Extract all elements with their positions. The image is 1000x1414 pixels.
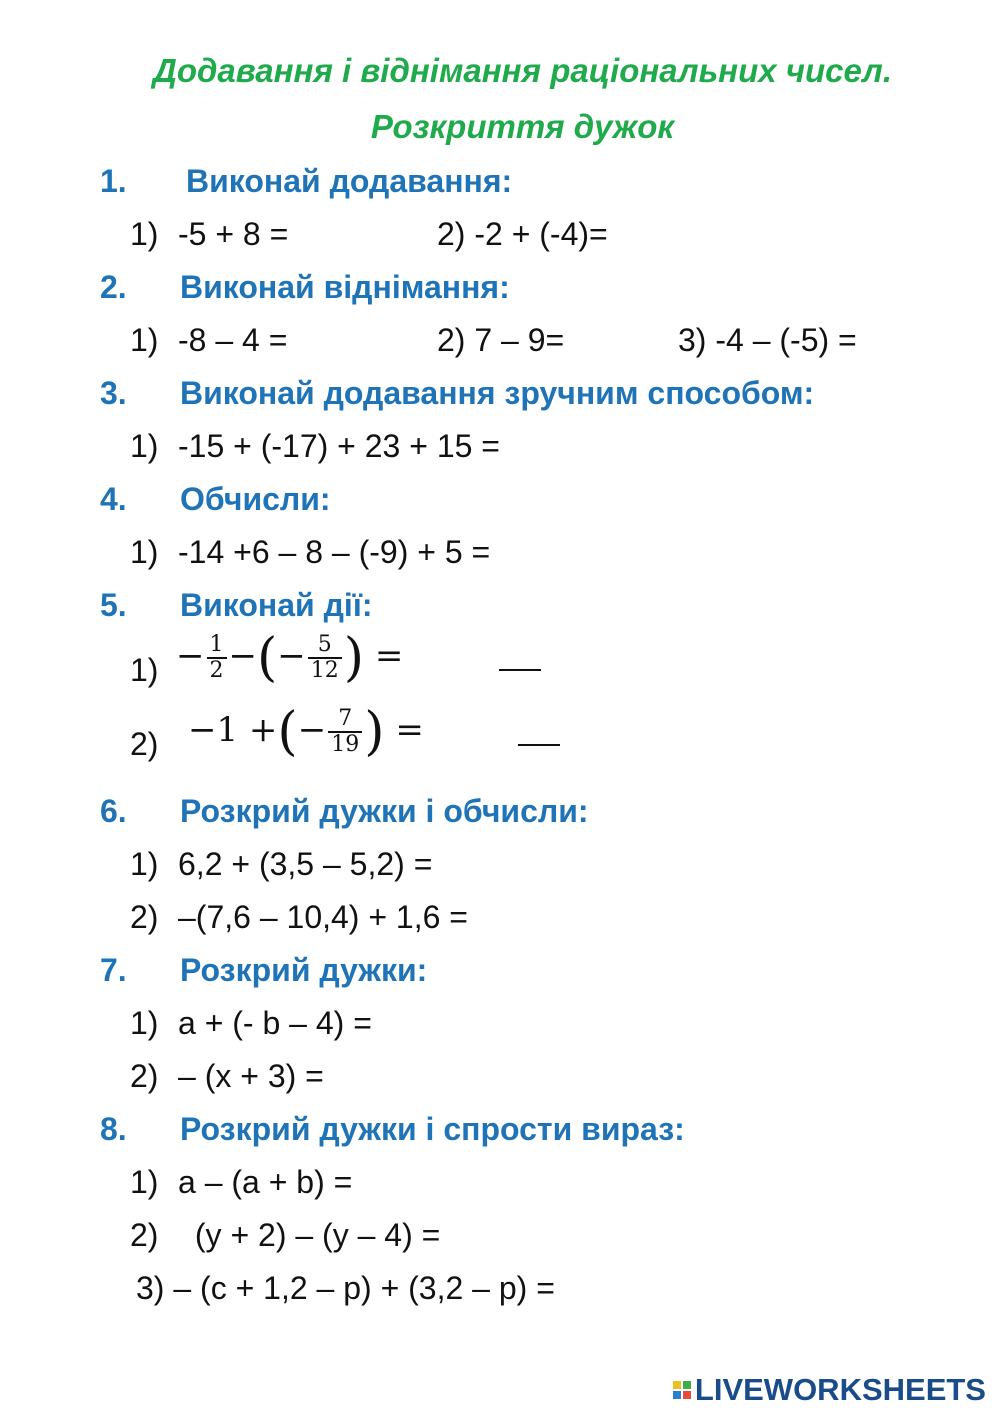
- section-number: 1.: [100, 163, 127, 199]
- minus-sign: −: [277, 636, 306, 676]
- section-4-heading: [100, 481, 331, 518]
- exercise-item: 2) -2 + (-4)=: [437, 216, 608, 252]
- fraction-five-twelfths: $\frac{5}{12}$: [308, 633, 342, 683]
- equals-sign: =: [395, 710, 424, 750]
- fraction-exercise-1: [176, 628, 404, 688]
- fraction-exercise-1-label: 1): [130, 652, 159, 688]
- exercise-item: 1) -8 – 4 =: [130, 322, 288, 358]
- exercise-item: 2) 7 – 9=: [437, 322, 565, 358]
- exercise-item: 1) a – (a + b) =: [130, 1164, 353, 1200]
- exercise-item: 1) a + (- b – 4) =: [130, 1005, 372, 1041]
- section-1-heading: [100, 163, 512, 200]
- section-title: Розкрий дужки:: [180, 952, 428, 988]
- logo-grid-icon: [673, 1381, 691, 1399]
- section-title: Розкрий дужки і спрости вираз:: [180, 1111, 685, 1147]
- section-2-heading: [100, 269, 510, 306]
- minus-sign: −: [228, 636, 257, 676]
- section-6-heading: [100, 793, 589, 830]
- section-8-heading: [100, 1111, 685, 1148]
- exercise-item: 2) (y + 2) – (y – 4) =: [130, 1217, 441, 1253]
- fraction-exercise-2: [188, 702, 424, 762]
- section-number: 7.: [100, 952, 127, 988]
- section-title: Виконай дії:: [180, 587, 373, 623]
- section-7-heading: [100, 952, 427, 989]
- exercise-item: 2) –(7,6 – 10,4) + 1,6 =: [130, 899, 468, 935]
- section-title: Розкрий дужки і обчисли:: [180, 793, 589, 829]
- exercise-item: 3) – (c + 1,2 – p) + (3,2 – p) =: [136, 1270, 555, 1306]
- section-number: 6.: [100, 793, 127, 829]
- right-paren: ): [343, 628, 365, 688]
- section-number: 2.: [100, 269, 127, 305]
- minus-sign: −: [176, 636, 205, 676]
- fraction-exercise-2-label: 2): [130, 726, 159, 762]
- left-paren: (: [257, 628, 278, 688]
- minus-sign: −: [297, 710, 327, 750]
- section-number: 4.: [100, 481, 127, 517]
- exercise-item: 1) -15 + (-17) + 23 + 15 =: [130, 428, 500, 464]
- answer-blank-line[interactable]: [518, 744, 560, 746]
- exercise-item: 1) -5 + 8 =: [130, 216, 289, 252]
- fraction-seven-nineteenths: $\frac{7}{19}$: [328, 707, 362, 757]
- logo-text: LIVEWORKSHEETS: [694, 1372, 986, 1407]
- equals-sign: =: [374, 636, 404, 676]
- section-title: Виконай віднімання:: [180, 269, 510, 305]
- left-paren: (: [277, 702, 298, 762]
- section-title: Виконай додавання зручним способом:: [180, 375, 815, 411]
- fraction-one-half: $\frac{1}{2}$: [207, 633, 227, 683]
- answer-blank-line[interactable]: [499, 669, 541, 671]
- exercise-item: 2) – (x + 3) =: [130, 1058, 324, 1094]
- section-number: 5.: [100, 587, 127, 623]
- title-line-1: Додавання і віднімання раціональних чисел.: [152, 52, 892, 89]
- exercise-item: 1) -14 +6 – 8 – (-9) + 5 =: [130, 534, 491, 570]
- title-line-2: Розкриття дужок: [370, 108, 675, 145]
- section-title: Виконай додавання:: [186, 163, 513, 199]
- exercise-item: 1) 6,2 + (3,5 – 5,2) =: [130, 846, 433, 882]
- right-paren: ): [364, 702, 385, 762]
- section-title: Обчисли:: [180, 481, 331, 517]
- exercise-item: 3) -4 – (-5) =: [678, 322, 857, 358]
- liveworksheets-logo: [673, 1372, 986, 1408]
- section-number: 8.: [100, 1111, 127, 1147]
- section-number: 3.: [100, 375, 127, 411]
- section-3-heading: [100, 375, 814, 412]
- lead-term: −1 +: [188, 710, 278, 750]
- section-5-heading: [100, 587, 372, 624]
